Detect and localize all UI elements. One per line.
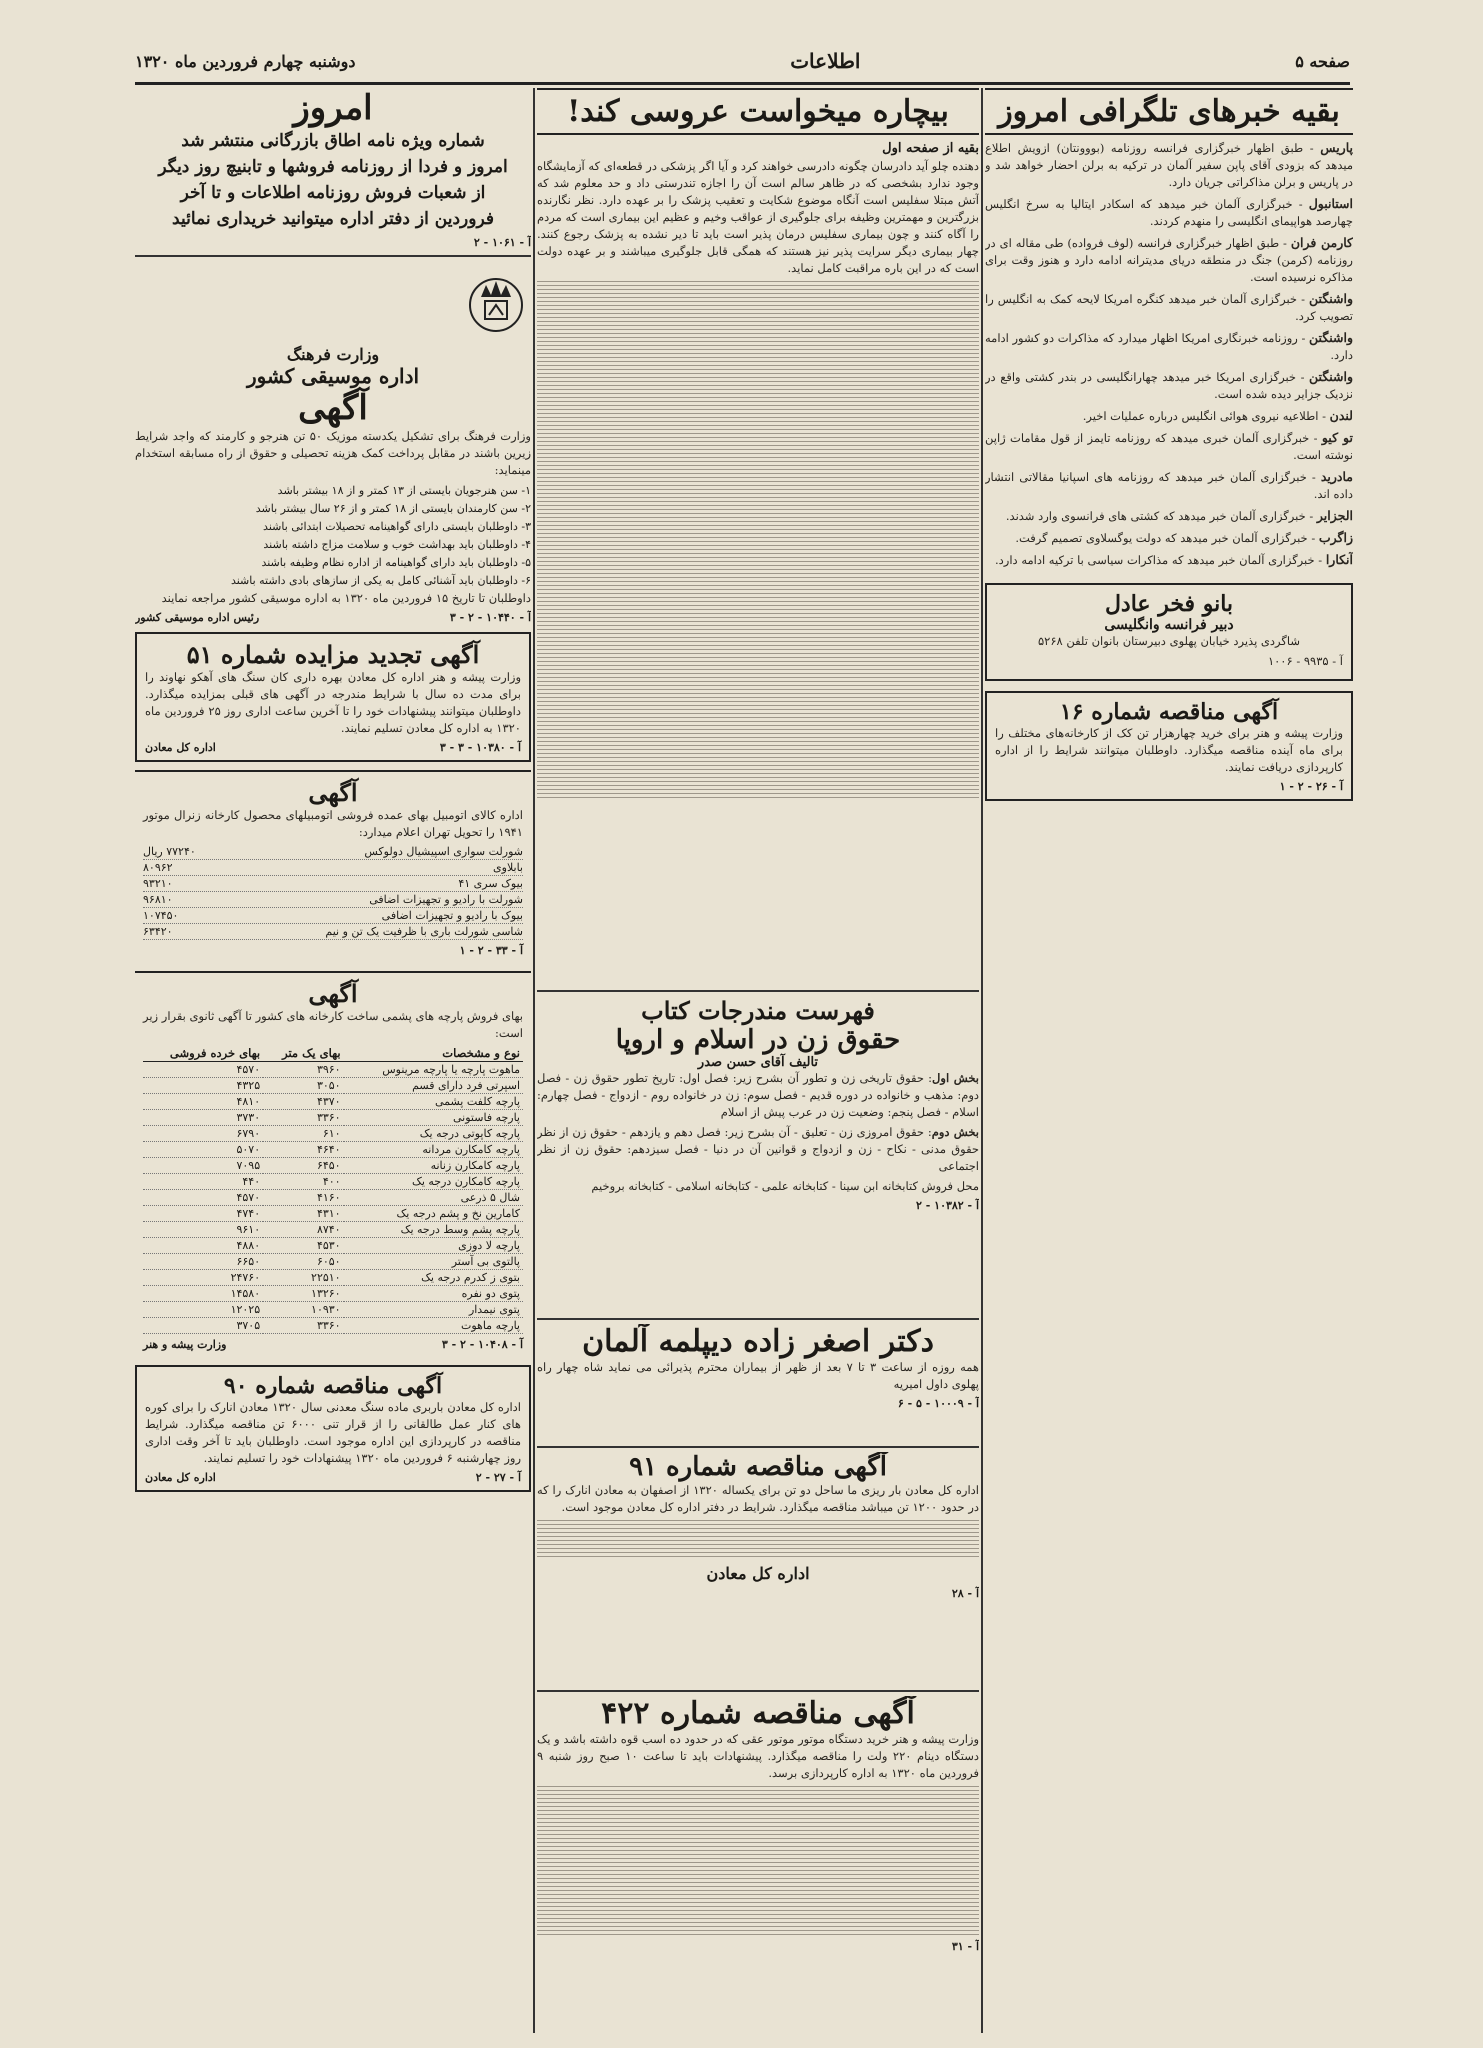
music-requirement: ۵- داوطلبان باید دارای گواهینامه از اداره نظام وظیفه باشند: [261, 556, 531, 569]
fabric-row: [143, 1238, 523, 1254]
news-city: الجزایر: [1316, 508, 1353, 523]
auction-title: آگهی تجدید مزایده شماره ۵۱: [186, 640, 480, 669]
tender-90-ad: [135, 1365, 531, 1492]
fabric-cell: پتوی دو نفره: [344, 1286, 523, 1302]
news-text: طبق اظهار خبرگزاری فرانسه (لوف فرواده) طی مقاله ای در روزنامه (کرمن) جنگ در منطقه دریای مدیترانه ادامه دارد و هنوز وقت برای مذاکره نرسیده است.: [985, 236, 1353, 284]
fabric-cell: ۲۲۵۱۰: [263, 1270, 343, 1286]
teacher-card: [985, 583, 1353, 681]
book-section: بخش دوم: حقوق امروزی زن - تعلیق - آن بشرح زیر: فصل دهم و یازدهم - حقوق زن از نظر حقوق مدنی - نکاح - زن و ازدواج و قوانین آن در دنیا - فصل سیزدهم: حقوق زن از نظر اجتماعی: [537, 1125, 979, 1173]
music-requirement: ۶- داوطلبان باید آشنائی کامل به یکی از سازهای بادی داشته باشند: [230, 574, 531, 587]
news-item: پاریس - طبق اظهار خبرگزاری فرانسه روزنامه (بووونتان) ازویش اطلاع میدهد که بزودی آقای پاپن سفیر آلمان در ترکیه به برلن احضار خواهد شد و در پاریس و برلن مذاکراتی جریان دارد.: [985, 140, 1353, 189]
fabric-cell: ۴۵۷۰: [143, 1062, 263, 1078]
car-price: ۷۷۲۴۰ ریال: [143, 845, 196, 858]
car-price: ۱۰۷۴۵۰: [143, 909, 179, 922]
news-city: واشنگتن: [1309, 369, 1353, 384]
fabric-cell: ۱۲۰۲۵: [143, 1302, 263, 1318]
fabric-cell: پارچه فاستونی: [344, 1110, 523, 1126]
fabric-cell: ۳۳۶۰: [263, 1110, 343, 1126]
tender-90-sign: اداره کل معادن: [145, 1471, 216, 1484]
car-model: بابلاوی: [493, 861, 523, 874]
doctor-text: همه روزه از ساعت ۳ تا ۷ بعد از ظهر از بیماران محترم پذیرائی می نماید شاه چهار راه پهلوی داول امیریه: [537, 1360, 979, 1391]
fabric-cell: پارچه لا دوزی: [344, 1238, 523, 1254]
fabric-cell: ۴۵۳۰: [263, 1238, 343, 1254]
book-sale: محل فروش کتابخانه ابن سینا - کتابخانه علمی - کتابخانه اسلامی - کتابخانه بروخیم: [591, 1179, 979, 1193]
fabric-cell: ۴۸۱۰: [143, 1094, 263, 1110]
issue-date: دوشنبه چهارم فروردین ماه ۱۳۲۰: [135, 51, 356, 71]
fabric-cell: ۶۶۵۰: [143, 1254, 263, 1270]
fabric-cell: پارچه ماهوت: [344, 1318, 523, 1334]
ads-column: [135, 88, 531, 2033]
column-rule: [981, 88, 983, 2033]
news-item: استانبول - خبرگزاری آلمان خبر میدهد که اسکادر ایتالیا به سرخ انگلیس چهارصد هواپیمای انگلیسی را منهدم کردند.: [985, 196, 1353, 228]
book-sections: [537, 1070, 979, 1175]
tender-91-text: اداره کل معادن بار ریزی ما ساحل دو تن برای یکساله ۱۳۲۰ از اصفهان به معادن انارک را که در حدود ۱۲۰۰ تن میباشد مناقصه میگذارد. شرایط در دفتر اداره کل معادن موجود است.: [537, 1483, 979, 1514]
fabric-price-table: [143, 1045, 523, 1334]
book-section: بخش اول: حقوق تاریخی زن و تطور آن بشرح زیر: فصل اول: تاریخ تطور حقوق زن - فصل دوم: مذهب و خانواده در دوره قدیم - فصل سوم: زن در خانواده روم - ازدواج - فصل چهارم: اسلام - فصل پنجم: وضعیت زن در عرب پیش از اسلام: [537, 1071, 979, 1119]
fabric-ad-intro: بهای فروش پارچه های پشمی ساخت کارخانه های کشور تا آگهی ثانوی بقرار زیر است:: [143, 1009, 523, 1040]
teacher-role: دبیر فرانسه وانگلیسی: [1104, 617, 1234, 633]
fabric-cell: ۶۱۰: [263, 1126, 343, 1142]
news-text: طبق اظهار خبرگزاری فرانسه روزنامه (بووونتان) ازویش اطلاع میدهد که بزودی آقای پاپن سفیر آلمان در ترکیه به برلن احضار خواهد شد و در پاریس و برلن مذاکراتی جریان دارد.: [985, 141, 1353, 189]
column-rule: [533, 88, 535, 2033]
fabric-cell: ۴۰۰: [263, 1174, 343, 1190]
auction-sign: اداره کل معادن: [145, 741, 216, 754]
car-price: ۸۰۹۶۲: [143, 861, 173, 874]
telegraph-news-column: [985, 88, 1353, 2033]
car-model: شورلت سواری اسپیشیال دولوکس: [364, 845, 523, 858]
fabric-cell: ۴۱۶۰: [263, 1190, 343, 1206]
music-requirements: [135, 482, 531, 589]
book-author: تالیف آقای حسن صدر: [697, 1055, 819, 1070]
news-item: زاگرب - خبرگزاری آلمان خبر میدهد که دولت یوگسلاوی تصمیم گرفت.: [1015, 530, 1353, 545]
car-model: شورلت با رادیو و تجهیزات اضافی: [369, 893, 523, 906]
news-text: خبرگزاری آلمان خبر میدهد که مذاکرات سیاسی با ترکیه ادامه دارد.: [995, 553, 1315, 567]
doctor-ref: آ - ۱۰۰۰۹ - ۵ - ۶: [897, 1397, 979, 1410]
book-name: حقوق زن در اسلام و اروپا: [615, 1025, 901, 1055]
news-item: لندن - اطلاعیه نیروی هوائی انگلیس درباره عملیات اخیر.: [1082, 408, 1353, 423]
story-subtitle: بقیه از صفحه اول: [882, 141, 979, 156]
fabric-cell: پارچه کامکارن مردانه: [344, 1142, 523, 1158]
auction-ref: آ - ۱۰۳۸۰ - ۳ - ۳: [439, 741, 521, 754]
fabric-table-body: [143, 1062, 523, 1334]
fabric-cell: ۴۸۸۰: [143, 1238, 263, 1254]
music-footer: داوطلبان تا تاریخ ۱۵ فروردین ماه ۱۳۲۰ به اداره موسیقی کشور مراجعه نمایند: [161, 591, 531, 605]
fabric-cell: ۴۶۴۰: [263, 1142, 343, 1158]
today-line: فروردین از دفتر اداره میتوانید خریداری نمائید: [172, 209, 494, 229]
doctor-ad: [537, 1324, 979, 1442]
fabric-cell: ۲۴۷۶۰: [143, 1270, 263, 1286]
tender-91-title: آگهی مناقصه شماره ۹۱: [629, 1452, 887, 1482]
tender-90-ref: آ - ۲۷ - ۲: [475, 1471, 521, 1484]
section-rule: [537, 1446, 979, 1448]
fabric-cell: ۹۶۱۰: [143, 1222, 263, 1238]
tender-422-title: آگهی مناقصه شماره ۴۲۲: [601, 1696, 915, 1731]
book-ref: آ - ۱۰۳۸۲ - ۲: [916, 1199, 979, 1212]
news-city: پاریس: [1320, 140, 1353, 155]
music-office: اداره موسیقی کشور: [246, 364, 420, 388]
car-model: بیوک با رادیو و تجهیزات اضافی: [381, 909, 523, 922]
teacher-detail: شاگردی پذیرد خیابان پهلوی دبیرستان بانوان تلفن ۵۲۶۸: [1037, 634, 1301, 648]
news-city: کارمن فران: [1290, 235, 1353, 250]
tender-422-ad: [537, 1696, 979, 2036]
car-ad-intro: اداره کالای اتومبیل بهای عمده فروشی اتومبیلهای محصول کارخانه زنرال موتور ۱۹۴۱ را تحویل تهران اعلام میدارد:: [143, 808, 523, 839]
teacher-ref: آ - ۹۹۳۵ - ۱۰۰۶: [1267, 654, 1343, 668]
fabric-row: [143, 1142, 523, 1158]
news-list: [985, 139, 1353, 569]
paper-name: اطلاعات: [790, 49, 861, 73]
auction-text: وزارت پیشه و هنر اداره کل معادن بهره داری کان سنگ های آهکو نهاوند را برای مدت ده سال با شرایط مندرجه در آگهی های قبلی بمزایده میگذارد. داوطلبان میتوانند پیشنهادات خود را تا آخرین ساعت اداری روز ۲۵ فروردین ماه ۱۳۲۰ به اداره کل معادن تسلیم نمایند.: [145, 670, 521, 735]
today-ad: [135, 88, 531, 249]
today-line: شماره ویژه نامه اطاق بازرگانی منتشر شد: [181, 131, 485, 151]
news-item: واشنگتن - خبرگزاری آلمان خبر میدهد کنگره امریکا لایحه کمک به انگلیس را تصویب کرد.: [985, 291, 1353, 323]
news-text: خبرگزاری آلمان خبر میدهد که کشتی های فرانسوی وارد شدند.: [1005, 509, 1306, 523]
fabric-row: [143, 1190, 523, 1206]
car-price: ۹۳۲۱۰: [143, 877, 173, 890]
news-city: لندن: [1329, 408, 1353, 423]
news-item: مادرید - خبرگزاری آلمان خبر میدهد که روزنامه های اسپانیا مقالاتی انتشار داده اند.: [985, 469, 1353, 501]
fabric-cell: ماهوت پارچه یا پارچه مرینوس: [344, 1062, 523, 1078]
news-item: الجزایر - خبرگزاری آلمان خبر میدهد که کشتی های فرانسوی وارد شدند.: [1005, 508, 1353, 523]
fabric-cell: ۶۷۹۰: [143, 1126, 263, 1142]
car-model: شاسی شورلت باری با ظرفیت یک تن و نیم: [325, 925, 523, 938]
news-item: واشنگتن - روزنامه خبرنگاری امریکا اظهار میدارد که مذاکرات دو کشور ادامه دارد.: [985, 330, 1353, 362]
tender-16-title: آگهی مناقصه شماره ۱۶: [1059, 699, 1279, 725]
fabric-cell: ۴۷۴۰: [143, 1206, 263, 1222]
fabric-row: [143, 1318, 523, 1334]
fabric-cell: ۳۷۰۵: [143, 1318, 263, 1334]
car-price-row: [143, 844, 523, 860]
fabric-row: [143, 1254, 523, 1270]
fabric-row: [143, 1286, 523, 1302]
fabric-cell: ۴۳۱۰: [263, 1206, 343, 1222]
fabric-cell: ۴۵۷۰: [143, 1190, 263, 1206]
music-sign: رئیس اداره موسیقی کشور: [135, 611, 260, 624]
car-price: ۶۳۴۲۰: [143, 925, 173, 938]
news-city: آنکارا: [1325, 552, 1353, 567]
fabric-cell: ۱۰۹۳۰: [263, 1302, 343, 1318]
car-price-row: [143, 892, 523, 908]
today-title: امروز: [293, 88, 373, 128]
fabric-cell: ۳۹۶۰: [263, 1062, 343, 1078]
tender-16-ref: آ - ۲۶ - ۲ - ۱: [1279, 780, 1343, 793]
news-text: خبرگزاری آلمان خبر میدهد که دولت یوگسلاوی تصمیم گرفت.: [1015, 531, 1308, 545]
fabric-price-ad: [135, 971, 531, 1357]
fabric-row: [143, 1062, 523, 1078]
car-ad-title: آگهی: [308, 778, 358, 807]
fabric-cell: پارچه پشم وسط درجه یک: [344, 1222, 523, 1238]
fabric-table-header: [143, 1045, 523, 1062]
news-item: آنکارا - خبرگزاری آلمان خبر میدهد که مذاکرات سیاسی با ترکیه ادامه دارد.: [995, 552, 1353, 567]
section-rule: [537, 1690, 979, 1692]
book-section-heading: بخش دوم: [931, 1125, 979, 1139]
car-price-row: [143, 924, 523, 940]
tender-422-ref: آ - ۳۱: [951, 1940, 979, 1953]
news-city: استانبول: [1308, 196, 1353, 211]
news-text: خبرگزاری آلمان خبر میدهد کنگره امریکا لایحه کمک به انگلیس را تصویب کرد.: [985, 292, 1353, 323]
page-header: [135, 40, 1350, 85]
section-rule: [537, 1318, 979, 1320]
car-price-row: [143, 860, 523, 876]
fabric-cell: ۳۳۶۰: [263, 1318, 343, 1334]
today-lines: [135, 128, 531, 232]
fabric-cell: ۶۰۵۰: [263, 1254, 343, 1270]
tender-91-sign: اداره کل معادن: [706, 1564, 810, 1583]
car-price-row: [143, 876, 523, 892]
book-section-text: حقوق امروزی زن - تعلیق - آن بشرح زیر: فصل دهم و یازدهم - حقوق زن از نظر حقوق مدنی - نکاح - زن و ازدواج و قوانین آن در دنیا - فصل سیزدهم: حقوق زن از نظر اجتماعی: [537, 1125, 979, 1173]
fabric-row: [143, 1158, 523, 1174]
fabric-cell: ۶۴۵۰: [263, 1158, 343, 1174]
news-city: مادرید: [1320, 469, 1353, 484]
fabric-row: [143, 1174, 523, 1190]
music-intro: وزارت فرهنگ برای تشکیل یکدسته موزیک ۵۰ تن هنرجو و کارمند که واجد شرایط زیرین باشند در مقابل پرداخت کمک هزینه تحصیلی و حقوق از راه مسابقه استخدام مینماید:: [135, 429, 531, 477]
fabric-ad-title: آگهی: [308, 979, 358, 1008]
music-ref: آ - ۱۰۴۴۰ - ۲ - ۳: [449, 611, 531, 624]
car-ad-ref: آ - ۳۳ - ۲ - ۱: [459, 944, 523, 957]
book-list-title: فهرست مندرجات کتاب: [641, 996, 875, 1025]
fabric-cell: پارچه کلفت پشمی: [344, 1094, 523, 1110]
book-contents-ad: [537, 996, 979, 1296]
fabric-row: [143, 1222, 523, 1238]
auction-51-ad: [135, 632, 531, 762]
tender-16-ad: [985, 691, 1353, 801]
tender-90-title: آگهی مناقصه شماره ۹۰: [223, 1373, 443, 1399]
today-ref: آ - ۱۰۶۱ - ۲: [473, 236, 531, 249]
telegraph-title: بقیه خبرهای تلگرافی امروز: [985, 88, 1353, 135]
book-section-heading: بخش اول: [932, 1071, 979, 1085]
news-text: روزنامه خبرنگاری امریکا اظهار میدارد که مذاکرات دو کشور ادامه دارد.: [985, 331, 1353, 362]
fabric-cell: ۴۴۰: [143, 1174, 263, 1190]
music-requirement: ۴- داوطلبان باید بهداشت خوب و سلامت مزاج داشته باشند: [263, 538, 531, 551]
music-ad: [135, 263, 531, 624]
fabric-cell: پارچه کامکارن زنانه: [344, 1158, 523, 1174]
tender-422-text: وزارت پیشه و هنر خرید دستگاه موتور موتور عقی که در حدود ده اسب قوه داشته باشد و یک دستگاه دینام ۲۲۰ ولت را مناقصه میگذارد. پیشنهادات باید تا ساعت ۱۰ صبح روز شنبه ۹ فروردین ماه ۱۳۲۰ به اداره کارپردازی برسد.: [537, 1732, 979, 1780]
fabric-cell: شال ۵ ذرعی: [344, 1190, 523, 1206]
fabric-row: [143, 1110, 523, 1126]
news-text: خبرگزاری امریکا خبر میدهد چهارانگلیسی در بندر کشتی واقع در نزدیک جزایر دیده شده است.: [985, 370, 1353, 401]
story-title: بیچاره میخواست عروسی کند!: [537, 88, 979, 135]
news-text: خبرگزاری آلمان خبر میدهد که اسکادر ایتالیا به سرخ انگلیس چهارصد هواپیمای انگلیسی را منهدم کردند.: [985, 197, 1353, 228]
news-city: تو کیو: [1321, 430, 1353, 445]
news-item: واشنگتن - خبرگزاری امریکا خبر میدهد چهارانگلیسی در بندر کشتی واقع در نزدیک جزایر دیده شده است.: [985, 369, 1353, 401]
today-line: از شعبات فروش روزنامه اطلاعات و تا آخر: [180, 183, 486, 203]
doctor-title: دکتر اصغر زاده دیپلمه آلمان: [582, 1324, 934, 1359]
fabric-cell: پارچه کامکارن درجه یک: [344, 1174, 523, 1190]
book-section-text: حقوق تاریخی زن و تطور آن بشرح زیر: فصل اول: تاریخ تطور حقوق زن - فصل دوم: مذهب و خانواده در دوره قدیم - فصل سوم: زن در خانواده روم - ازدواج - فصل چهارم: اسلام - فصل پنجم: وضعیت زن در عرب پیش از اسلام: [537, 1071, 979, 1119]
fabric-cell: ۸۷۴۰: [263, 1222, 343, 1238]
music-requirement: ۱- سن هنرجویان بایستی از ۱۳ کمتر و از ۱۸ بیشتر باشد: [277, 484, 531, 497]
fabric-cell: ۴۳۷۰: [263, 1094, 343, 1110]
car-model: بیوک سری ۴۱: [458, 877, 523, 890]
car-price-list: [143, 844, 523, 940]
fabric-cell: کامارین نخ و پشم درجه یک: [344, 1206, 523, 1222]
fabric-cell: ۳۰۵۰: [263, 1078, 343, 1094]
news-text: اطلاعیه نیروی هوائی انگلیس درباره عملیات اخیر.: [1082, 409, 1319, 423]
story-column: [537, 88, 979, 988]
fabric-ref: آ - ۱۰۴۰۸ - ۲ - ۳: [441, 1338, 523, 1351]
page-number: صفحه ۵: [1295, 51, 1350, 71]
teacher-name: بانو فخر عادل: [1104, 591, 1234, 617]
fabric-row: [143, 1302, 523, 1318]
fabric-column-header: بهای یک متر: [263, 1045, 343, 1062]
news-city: واشنگتن: [1309, 291, 1353, 306]
fabric-cell: اسپرتی فرد دارای قسم: [344, 1078, 523, 1094]
fabric-row: [143, 1078, 523, 1094]
fabric-cell: پارچه کاپوتی درجه یک: [344, 1126, 523, 1142]
fabric-cell: ۱۴۵۸۰: [143, 1286, 263, 1302]
news-text: خبرگزاری آلمان خبری میدهد که روزنامه تایمز از قول مقامات ژاپن نوشته است.: [985, 431, 1353, 462]
news-city: واشنگتن: [1309, 330, 1353, 345]
music-requirement: ۲- سن کارمندان بایستی از ۱۸ کمتر و از ۲۶ سال بیشتر باشد: [255, 502, 531, 515]
crown-emblem-icon: [461, 267, 531, 337]
today-line: امروز و فردا از روزنامه فروشها و تابنیچ روز دیگر: [158, 157, 508, 177]
fabric-cell: ۵۰۷۰: [143, 1142, 263, 1158]
fabric-cell: ۱۳۲۶۰: [263, 1286, 343, 1302]
fabric-sign: وزارت پیشه و هنر: [143, 1338, 227, 1351]
fabric-row: [143, 1094, 523, 1110]
section-rule: [135, 255, 531, 257]
music-requirement: ۳- داوطلبان بایستی دارای گواهینامه تحصیلات ابتدائی باشند: [263, 520, 531, 533]
tender-422-text-continued: [537, 1786, 979, 1936]
story-text-continued: [537, 281, 979, 801]
fabric-column-header: نوع و مشخصات: [344, 1045, 523, 1062]
fabric-column-header: بهای خرده فروشی: [143, 1045, 263, 1062]
news-item: کارمن فران - طبق اظهار خبرگزاری فرانسه (لوف فرواده) طی مقاله ای در روزنامه (کرمن) جنگ در منطقه دریای مدیترانه ادامه دارد و هنوز وقت برای مذاکره نرسیده است.: [985, 235, 1353, 284]
tender-91-ad: [537, 1452, 979, 1682]
music-ministry: وزارت فرهنگ: [286, 345, 380, 364]
tender-90-text: اداره کل معادن باربری ماده سنگ معدنی سال ۱۳۲۰ معادن انارک را برای کوره های کنار عمل طالقانی را از قرار تنی ۶۰۰۰ تن مناقصه میگذارد. شرایط مناقصه در کارپردازی این اداره موجود است. داوطلبان باید تا آخر وقت اداری روز چهارشنبه ۶ فروردین ماه ۱۳۲۰ پیشنهادات خود را تسلیم نمایند.: [145, 1400, 521, 1465]
fabric-cell: ۷۰۹۵: [143, 1158, 263, 1174]
music-title: آگهی: [298, 388, 368, 428]
car-price-ad: [135, 770, 531, 963]
fabric-cell: ۴۳۲۵: [143, 1078, 263, 1094]
tender-16-text: وزارت پیشه و هنر برای خرید چهارهزار تن کک از کارخانه‌های مختلف را برای ماه آینده مناقصه میگذارد. داوطلبان میتوانند شرایط را از اداره کارپردازی دریافت نمایند.: [995, 726, 1343, 774]
story-text: دهنده چلو آید دادرسان چگونه دادرسی خواهند کرد و آیا اگر پزشکی در قطعه‌ای که آزمایشگاه وجود ندارد بشخصی که در ظاهر سالم است آن را اجازه تندرستی داد و حد معلوم شد که آتش مبتلا سفلیس است آنگاه موضوع شکایت و تعقیب پزشک را بر عهده دارد. نظر نگارنده بزرگترین و مهمترین وظیفه برای جلوگیری از عواقب وخیم و عظیم این بیماری است که مردم را آگاه کنند و چون بیماری سفلیس درمان پذیر است باید تا دیر نشده به پزشک رجوع کنند. چهار بیماری دیگر سرایت پذیر نیز هستند که همگی قابل جلوگیری میباشند و بر عهده دولت است که در این باره مراقبت کامل نماید.: [537, 159, 979, 275]
car-price-row: [143, 908, 523, 924]
car-price: ۹۶۸۱۰: [143, 893, 173, 906]
tender-91-text-continued: [537, 1520, 979, 1560]
fabric-cell: پالتوی بی آستر: [344, 1254, 523, 1270]
fabric-cell: بتوی ز کدرم درجه یک: [344, 1270, 523, 1286]
fabric-cell: ۳۷۳۰: [143, 1110, 263, 1126]
news-item: تو کیو - خبرگزاری آلمان خبری میدهد که روزنامه تایمز از قول مقامات ژاپن نوشته است.: [985, 430, 1353, 462]
tender-91-ref: آ - ۲۸: [951, 1587, 979, 1600]
fabric-row: [143, 1270, 523, 1286]
section-rule: [537, 990, 979, 992]
fabric-row: [143, 1126, 523, 1142]
fabric-row: [143, 1206, 523, 1222]
news-city: زاگرب: [1318, 530, 1353, 545]
news-text: خبرگزاری آلمان خبر میدهد که روزنامه های اسپانیا مقالاتی انتشار داده اند.: [985, 470, 1353, 501]
fabric-cell: پتوی نیمدار: [344, 1302, 523, 1318]
